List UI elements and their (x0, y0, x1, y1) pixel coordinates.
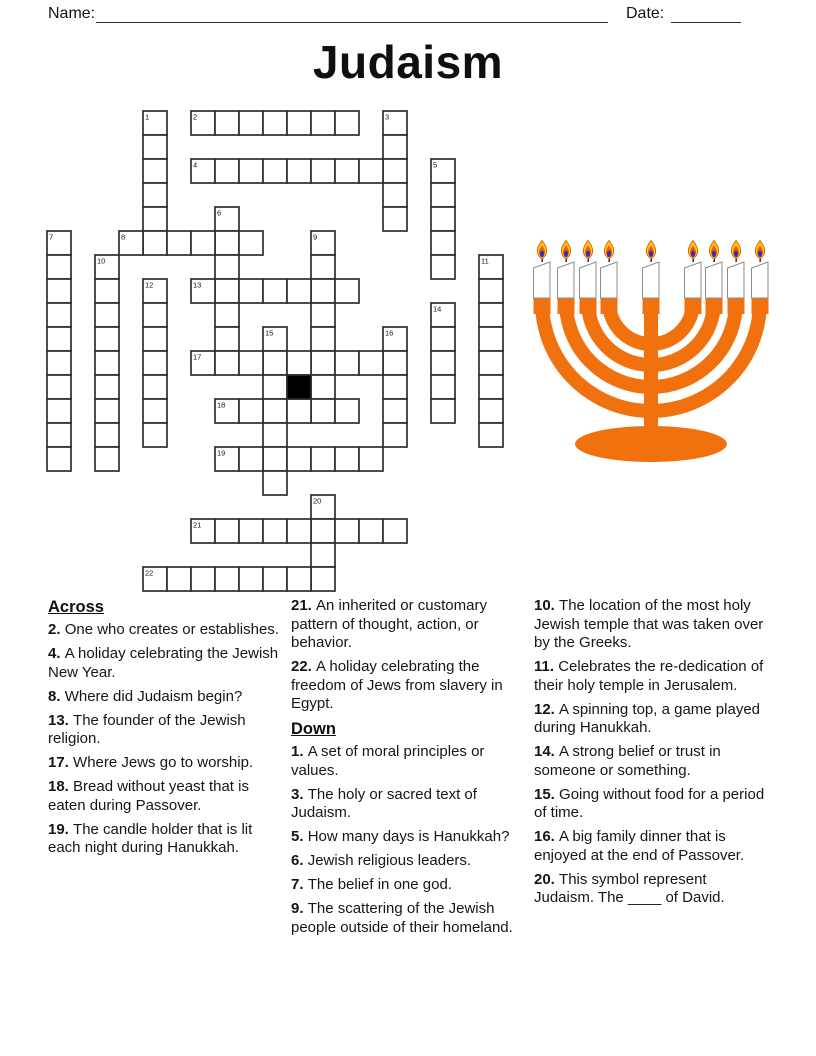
cell-number: 15 (265, 328, 274, 338)
crossword-cell[interactable] (359, 159, 383, 183)
flame-icon (688, 241, 697, 260)
crossword-cell[interactable] (191, 567, 215, 591)
flame-icon (561, 241, 570, 260)
crossword-cell[interactable] (215, 111, 239, 135)
crossword-cell[interactable] (383, 375, 407, 399)
crossword-cell[interactable] (383, 159, 407, 183)
cell-number: 21 (193, 520, 202, 530)
clue-6: 6. Jewish religious leaders. (291, 852, 472, 869)
crossword-cell[interactable] (335, 351, 359, 375)
crossword-cell[interactable] (263, 159, 287, 183)
crossword-cell[interactable] (431, 399, 455, 423)
crossword-cell[interactable] (47, 255, 71, 279)
crossword-cell[interactable] (311, 567, 335, 591)
crossword-cell[interactable] (191, 231, 215, 255)
blocked-cell (287, 375, 311, 399)
crossword-cell[interactable] (431, 207, 455, 231)
crossword-cell[interactable] (95, 375, 119, 399)
candle-icon (601, 241, 618, 315)
crossword-cell[interactable] (383, 183, 407, 207)
crossword-cell[interactable] (143, 327, 167, 351)
crossword-cell[interactable] (239, 447, 263, 471)
crossword-cell[interactable] (479, 399, 503, 423)
crossword-cell[interactable] (167, 567, 191, 591)
crossword-cell[interactable] (215, 231, 239, 255)
crossword-cell[interactable] (47, 447, 71, 471)
down-header: Down (291, 720, 336, 738)
name-blank-line (96, 22, 608, 23)
crossword-cell[interactable] (311, 303, 335, 327)
crossword-cell[interactable] (143, 183, 167, 207)
candle-icon (706, 241, 723, 315)
crossword-cell[interactable] (95, 303, 119, 327)
clue-1: 1. A set of moral principles or values. (291, 743, 485, 779)
crossword-cell[interactable] (263, 351, 287, 375)
crossword-cell[interactable] (143, 375, 167, 399)
candle-icon (685, 241, 702, 315)
crossword-cell[interactable] (239, 279, 263, 303)
crossword-cell[interactable] (143, 399, 167, 423)
crossword-cell[interactable] (479, 351, 503, 375)
crossword-cell[interactable] (215, 567, 239, 591)
crossword-cell[interactable] (143, 135, 167, 159)
crossword-cell[interactable] (479, 303, 503, 327)
cell-number: 17 (193, 352, 202, 362)
name-label: Name: (48, 5, 96, 22)
clue-21: 21. An inherited or customary pattern of thought, action, or behavior. (291, 597, 487, 651)
crossword-cell[interactable] (311, 111, 335, 135)
date-blank-line (671, 22, 741, 23)
crossword-cell[interactable] (239, 351, 263, 375)
crossword-cell[interactable] (311, 279, 335, 303)
candle-icon (728, 241, 745, 315)
clue-7: 7. The belief in one god. (291, 876, 452, 893)
candle-icon (752, 241, 769, 315)
cell-number: 18 (217, 400, 226, 410)
flame-icon (709, 241, 718, 260)
crossword-cell[interactable] (239, 111, 263, 135)
crossword-cell[interactable] (431, 183, 455, 207)
crossword-cell[interactable] (263, 447, 287, 471)
crossword-cell[interactable] (263, 399, 287, 423)
date-label: Date: (626, 5, 665, 22)
clue-14: 14. A strong belief or trust in someone or something. (534, 743, 721, 779)
flame-icon (537, 241, 546, 260)
crossword-cell[interactable] (287, 519, 311, 543)
clue-5: 5. How many days is Hanukkah? (291, 828, 510, 845)
cell-number: 3 (385, 112, 390, 122)
crossword-cell[interactable] (215, 327, 239, 351)
crossword-cell[interactable] (95, 279, 119, 303)
crossword-cell[interactable] (215, 519, 239, 543)
crossword-cell[interactable] (263, 519, 287, 543)
flame-icon (755, 241, 764, 260)
crossword-cell[interactable] (239, 567, 263, 591)
crossword-cell[interactable] (95, 351, 119, 375)
crossword-cell[interactable] (95, 327, 119, 351)
candle-icon (534, 241, 551, 315)
crossword-cell[interactable] (335, 447, 359, 471)
crossword-cell[interactable] (383, 207, 407, 231)
clue-10: 10. The location of the most holy Jewish temple that was taken over by the Greeks. (534, 597, 764, 651)
flame-icon (583, 241, 592, 260)
cell-number: 13 (193, 280, 202, 290)
crossword-cell[interactable] (143, 351, 167, 375)
crossword-cell[interactable] (431, 375, 455, 399)
crossword-cell[interactable] (431, 351, 455, 375)
crossword-cell[interactable] (383, 423, 407, 447)
crossword-cell[interactable] (215, 303, 239, 327)
crossword-cell[interactable] (47, 351, 71, 375)
crossword-cell[interactable] (335, 399, 359, 423)
crossword-cell[interactable] (287, 351, 311, 375)
candle-icon (580, 241, 597, 315)
cell-number: 22 (145, 568, 154, 578)
clue-9: 9. The scattering of the Jewish people outside of their homeland. (291, 900, 513, 936)
cell-number: 2 (193, 112, 198, 122)
crossword-cell[interactable] (479, 375, 503, 399)
crossword-cell[interactable] (431, 327, 455, 351)
clue-16: 16. A big family dinner that is enjoyed at the end of Passover. (534, 828, 745, 864)
clue-column-middle (291, 597, 522, 943)
crossword-cell[interactable] (47, 327, 71, 351)
crossword-cell[interactable] (215, 351, 239, 375)
cell-number: 12 (145, 280, 154, 290)
crossword-cell[interactable] (143, 303, 167, 327)
crossword-cell[interactable] (215, 159, 239, 183)
crossword-cell[interactable] (335, 159, 359, 183)
crossword-cell[interactable] (311, 351, 335, 375)
clue-18: 18. Bread without yeast that is eaten during Passover. (48, 778, 249, 814)
candle-icon (558, 241, 575, 315)
crossword-cell[interactable] (479, 423, 503, 447)
clue-column-across (48, 597, 283, 863)
flame-icon (731, 241, 740, 260)
crossword-cell[interactable] (311, 399, 335, 423)
clue-19: 19. The candle holder that is lit each night during Hanukkah. (48, 820, 253, 856)
clue-22: 22. A holiday celebrating the freedom of Jews from slavery in Egypt. (291, 658, 503, 712)
crossword-cell[interactable] (143, 231, 167, 255)
crossword-cell[interactable] (311, 519, 335, 543)
cell-number: 19 (217, 448, 226, 458)
crossword-cell[interactable] (239, 159, 263, 183)
crossword-cell[interactable] (383, 519, 407, 543)
crossword-cell[interactable] (311, 543, 335, 567)
cell-number: 10 (97, 256, 106, 266)
crossword-cell[interactable] (479, 279, 503, 303)
crossword-cell[interactable] (95, 399, 119, 423)
crossword-cell[interactable] (47, 375, 71, 399)
crossword-cell[interactable] (287, 279, 311, 303)
crossword-cell[interactable] (311, 375, 335, 399)
clue-8: 8. Where did Judaism begin? (48, 687, 243, 705)
across-header: Across (48, 598, 104, 616)
clue-12: 12. A spinning top, a game played during Hanukkah. (534, 700, 761, 736)
crossword-cell[interactable] (311, 327, 335, 351)
crossword-cell[interactable] (335, 111, 359, 135)
crossword-cell[interactable] (239, 519, 263, 543)
clue-13: 13. The founder of the Jewish religion. (48, 711, 246, 747)
page-title: Judaism (312, 36, 504, 88)
cell-number: 7 (49, 232, 54, 242)
clue-4: 4. A holiday celebrating the Jewish New Year. (48, 645, 279, 681)
crossword-cell[interactable] (479, 327, 503, 351)
crossword-cell[interactable] (287, 567, 311, 591)
crossword-cell[interactable] (335, 519, 359, 543)
crossword-cell[interactable] (47, 303, 71, 327)
crossword-cell[interactable] (47, 423, 71, 447)
crossword-cell[interactable] (263, 279, 287, 303)
crossword-cell[interactable] (359, 519, 383, 543)
cell-number: 6 (217, 208, 222, 218)
cell-number: 14 (433, 304, 442, 314)
crossword-cell[interactable] (215, 279, 239, 303)
clue-20: 20. This symbol represent Judaism. The ____ of David. (534, 870, 725, 906)
crossword-cell[interactable] (383, 351, 407, 375)
crossword-cell[interactable] (383, 135, 407, 159)
crossword-cell[interactable] (383, 399, 407, 423)
flame-icon (646, 241, 655, 260)
candle-icon (643, 241, 660, 315)
crossword-cell[interactable] (263, 567, 287, 591)
crossword-cell[interactable] (431, 231, 455, 255)
crossword-cell[interactable] (263, 375, 287, 399)
crossword-cell[interactable] (47, 399, 71, 423)
crossword-cell[interactable] (311, 255, 335, 279)
crossword-cell[interactable] (287, 159, 311, 183)
crossword-cell[interactable] (431, 255, 455, 279)
crossword-cell[interactable] (311, 447, 335, 471)
clue-3: 3. The holy or sacred text of Judaism. (291, 785, 477, 821)
cell-number: 11 (481, 256, 489, 266)
flame-icon (604, 241, 613, 260)
crossword-cell[interactable] (359, 351, 383, 375)
crossword-cell[interactable] (263, 471, 287, 495)
clue-column-down (534, 597, 768, 913)
cell-number: 9 (313, 232, 318, 242)
crossword-cell[interactable] (143, 423, 167, 447)
crossword-cell[interactable] (143, 207, 167, 231)
crossword-cell[interactable] (143, 159, 167, 183)
menorah-illustration (522, 236, 778, 468)
crossword-cell[interactable] (47, 279, 71, 303)
clue-2: 2. One who creates or establishes. (48, 621, 279, 638)
crossword-cell[interactable] (95, 423, 119, 447)
crossword-cell[interactable] (263, 423, 287, 447)
crossword-cell[interactable] (335, 279, 359, 303)
crossword-cell[interactable] (287, 447, 311, 471)
menorah-stem (644, 300, 658, 446)
cell-number: 4 (193, 160, 198, 170)
cell-number: 16 (385, 328, 394, 338)
cell-number: 8 (121, 232, 126, 242)
crossword-cell[interactable] (287, 111, 311, 135)
crossword-cell[interactable] (239, 231, 263, 255)
cell-number: 20 (313, 496, 322, 506)
clue-15: 15. Going without food for a period of time. (534, 785, 765, 821)
crossword-cell[interactable] (95, 447, 119, 471)
crossword-cell[interactable] (287, 399, 311, 423)
crossword-cell[interactable] (311, 159, 335, 183)
crossword-cell[interactable] (215, 255, 239, 279)
clue-17: 17. Where Jews go to worship. (48, 754, 254, 771)
crossword-grid (42, 106, 514, 602)
crossword-cell[interactable] (239, 399, 263, 423)
cell-number: 5 (433, 160, 438, 170)
crossword-cell[interactable] (359, 447, 383, 471)
clue-11: 11. Celebrates the re-dedication of their holy temple in Jerusalem. (534, 658, 764, 694)
crossword-cell[interactable] (263, 111, 287, 135)
cell-number: 1 (145, 112, 150, 122)
crossword-cell[interactable] (167, 231, 191, 255)
